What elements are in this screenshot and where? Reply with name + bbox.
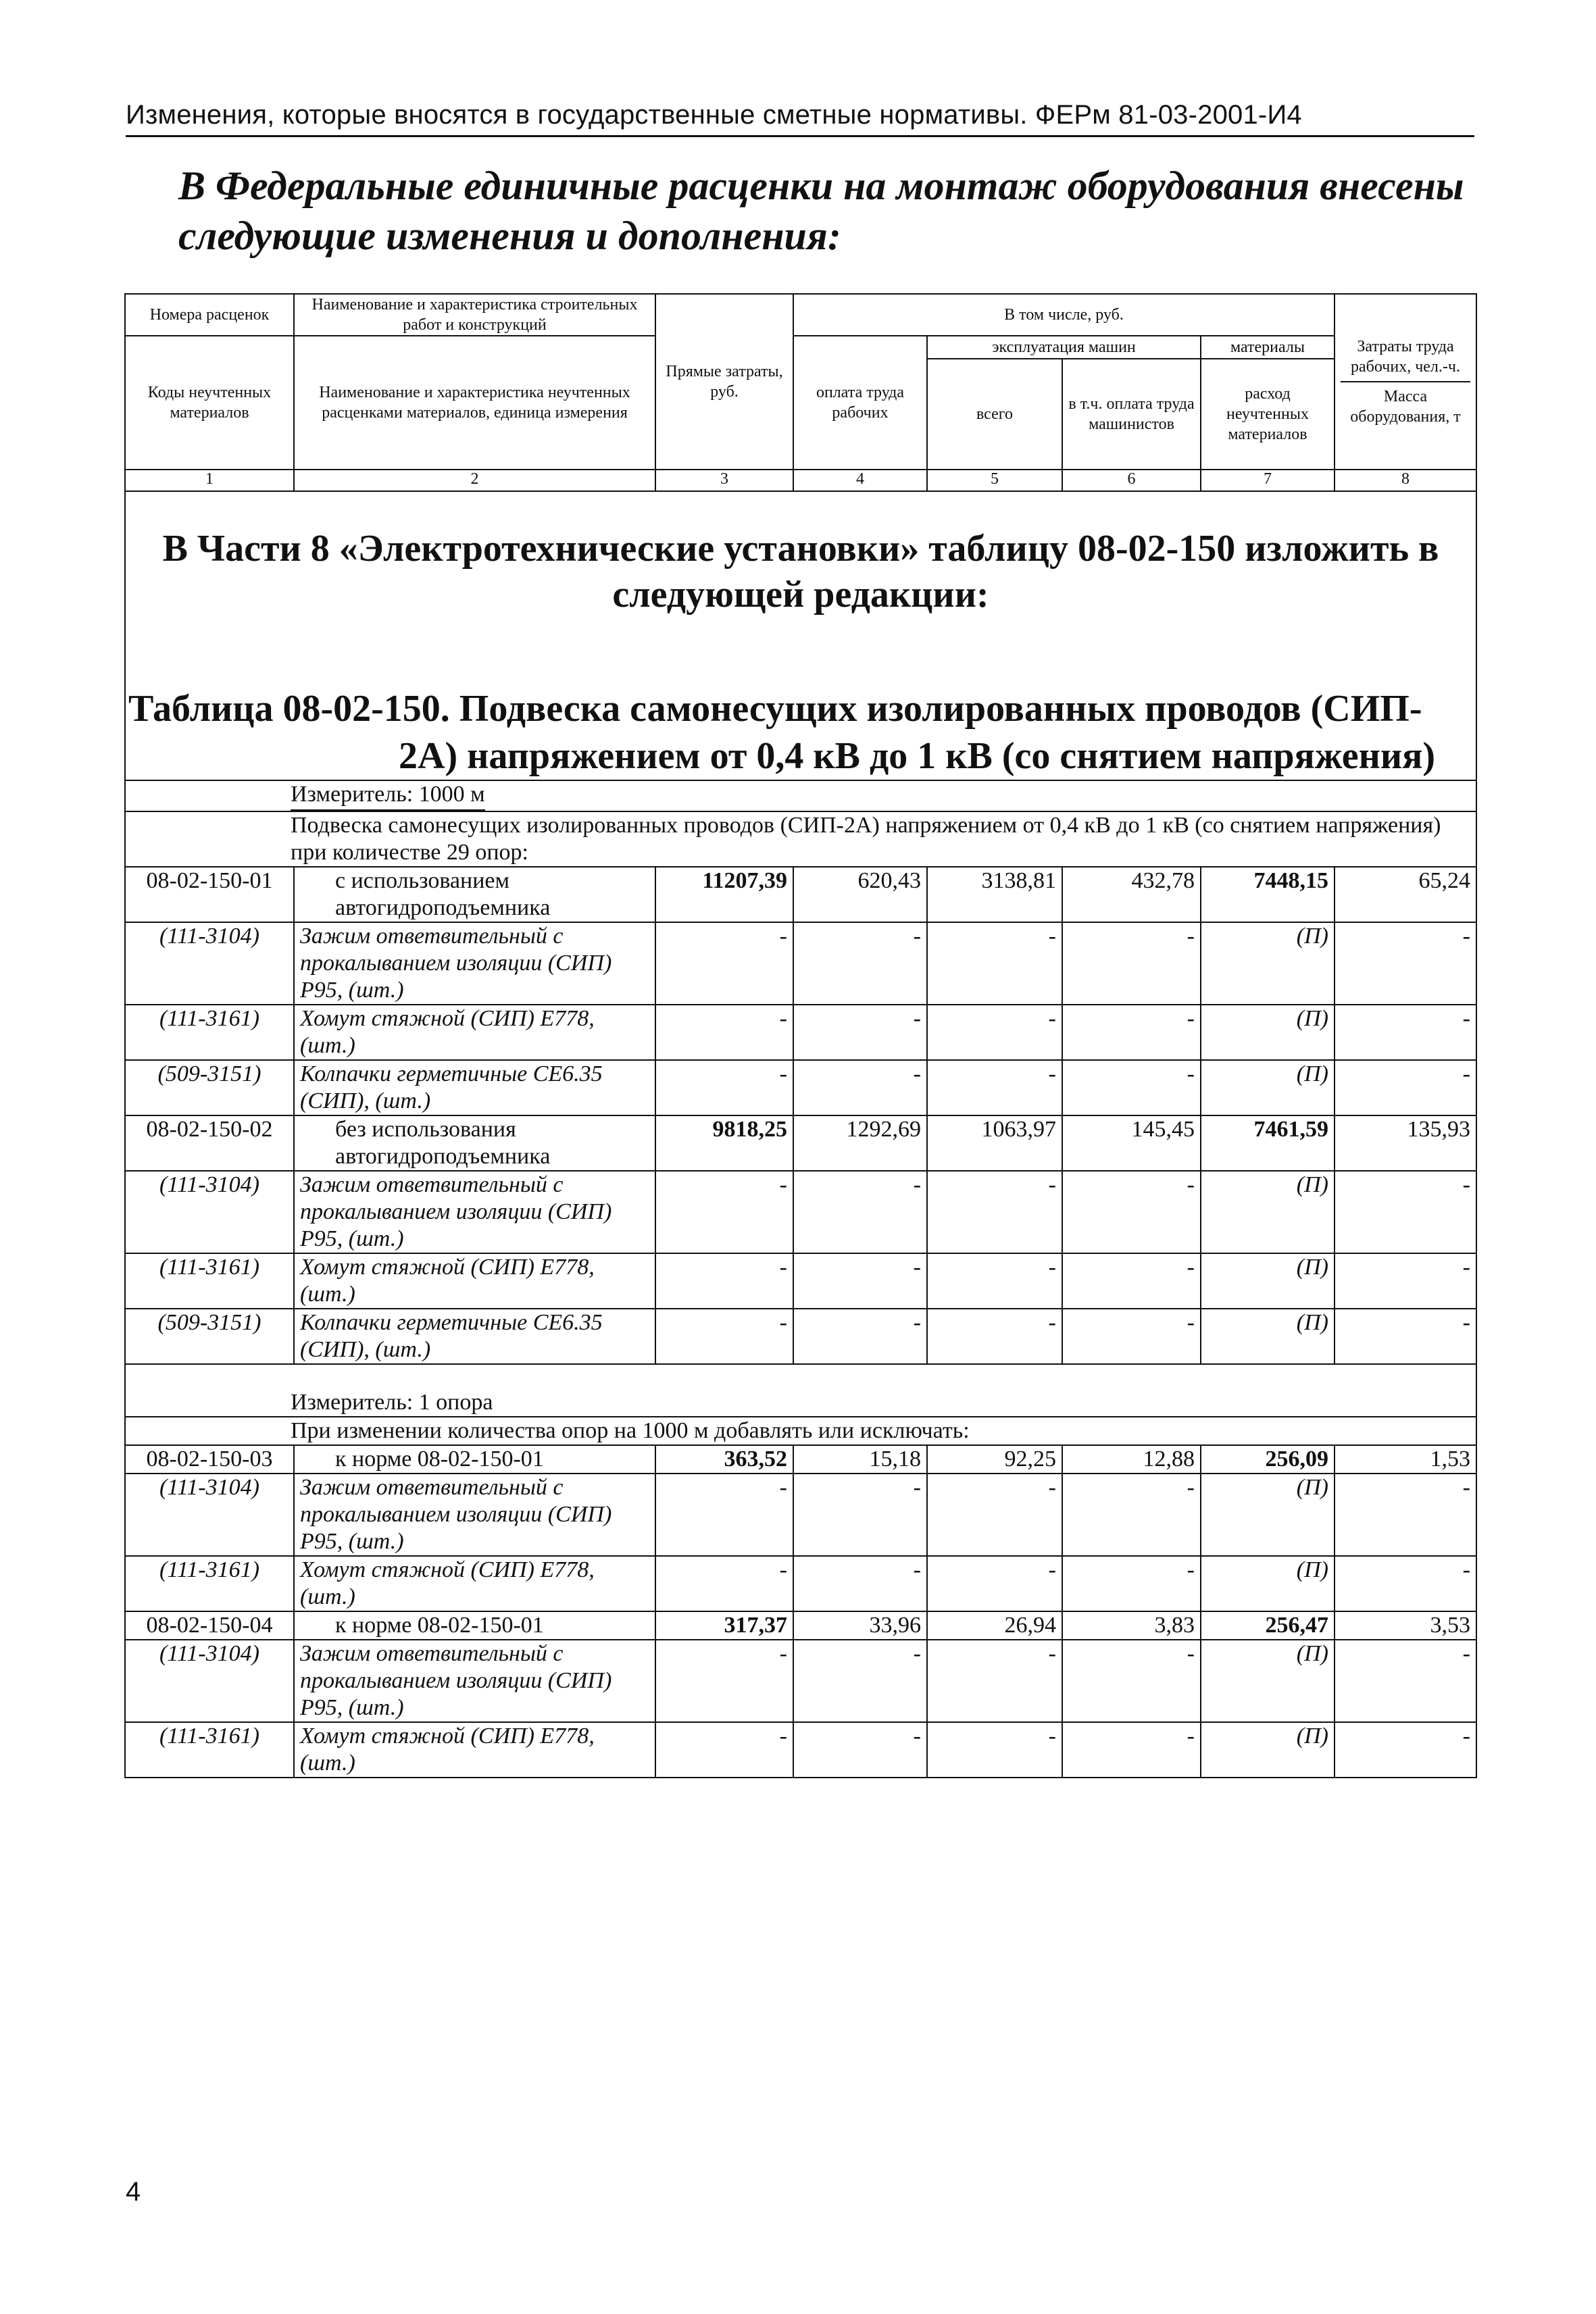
dash-cell: - [1062,1474,1201,1556]
dash-cell: - [655,1005,793,1060]
dash-cell: - [655,1171,793,1253]
worker-pay: 620,43 [793,867,927,922]
meter-1000m [125,780,1476,811]
material-row [125,1171,1476,1253]
column-number: 7 [1201,470,1335,491]
material-row [125,1309,1476,1364]
group-description-1: Подвеска самонесущих изолированных проводов (СИП-2А) напряжением от 0,4 кВ до 1 кВ (со снятием напряжения) при количестве 29 опор: [125,811,1476,867]
machines-total: 1063,97 [927,1115,1062,1171]
material-name: Колпачки герметичные СЕ6.35 (СИП), (шт.) [294,1309,655,1364]
labor-costs: 135,93 [1335,1115,1476,1171]
material-code: (111-3104) [125,922,294,1005]
column-numbers-row [125,470,1476,491]
dash-cell: - [927,1171,1062,1253]
dash-cell: - [1335,1722,1476,1778]
rate-code: 08-02-150-02 [125,1115,294,1171]
material-code: (111-3161) [125,1556,294,1611]
table-title [125,645,1476,780]
meter-1-support: Измеритель: 1 опора [125,1364,1476,1417]
meter-label: Измеритель: 1000 м [291,781,485,811]
material-name: Зажим ответвительный с прокалыванием изоляции (СИП) Р95, (шт.) [294,1171,655,1253]
rate-name: к норме 08-02-150-01 [294,1445,655,1474]
material-unit-mark: (П) [1201,1253,1335,1309]
material-unit-mark: (П) [1201,1474,1335,1556]
materials-cost: 7448,15 [1201,867,1335,922]
material-code: (111-3161) [125,1005,294,1060]
dash-cell: - [793,1722,927,1778]
head-direct-costs: Прямые затраты, руб. [655,294,793,470]
material-unit-mark: (П) [1201,1005,1335,1060]
dash-cell: - [793,1309,927,1364]
dash-cell: - [655,1556,793,1611]
header-rule [126,135,1474,137]
head-labor [1335,294,1476,470]
head-rates-numbers: Номера расценок [125,294,294,336]
material-name: Хомут стяжной (СИП) Е778, (шт.) [294,1556,655,1611]
material-code: (111-3104) [125,1640,294,1722]
worker-pay: 1292,69 [793,1115,927,1171]
head-labor-costs: Затраты труда рабочих, чел.-ч. [1351,338,1460,376]
materials-cost: 7461,59 [1201,1115,1335,1171]
rate-code: 08-02-150-01 [125,867,294,922]
column-number: 3 [655,470,793,491]
dash-cell: - [793,1171,927,1253]
machines-total: 3138,81 [927,867,1062,922]
material-unit-mark: (П) [1201,1060,1335,1115]
material-row [125,1556,1476,1611]
dash-cell: - [1062,1556,1201,1611]
material-name: Зажим ответвительный с прокалыванием изоляции (СИП) Р95, (шт.) [294,1474,655,1556]
material-row [125,922,1476,1005]
material-name: Хомут стяжной (СИП) Е778, (шт.) [294,1253,655,1309]
material-row [125,1005,1476,1060]
column-number: 4 [793,470,927,491]
dash-cell: - [1335,1640,1476,1722]
head-total: всего [927,359,1062,470]
dash-cell: - [1062,1722,1201,1778]
head-work-name: Наименование и характеристика строительных работ и конструкций [294,294,655,336]
material-code: (111-3161) [125,1722,294,1778]
dash-cell: - [793,1474,927,1556]
operator-pay: 145,45 [1062,1115,1201,1171]
material-unit-mark: (П) [1201,1640,1335,1722]
table-row [125,1611,1476,1640]
material-row [125,1474,1476,1556]
dash-cell: - [1062,922,1201,1005]
rate-name: к норме 08-02-150-01 [294,1611,655,1640]
dash-cell: - [793,922,927,1005]
rate-name: без использования автогидроподъемника [294,1115,655,1171]
material-name: Хомут стяжной (СИП) Е778, (шт.) [294,1005,655,1060]
dash-cell: - [1335,1060,1476,1115]
table-row [125,1115,1476,1171]
head-including: В том числе, руб. [793,294,1335,336]
labor-costs: 65,24 [1335,867,1476,922]
material-unit-mark: (П) [1201,1171,1335,1253]
rate-code: 08-02-150-04 [125,1611,294,1640]
table-row [125,867,1476,922]
dash-cell: - [655,1640,793,1722]
table-title-line1: Таблица 08-02-150. Подвеска самонесущих изолированных проводов (СИП- [128,688,1422,730]
dash-cell: - [1062,1060,1201,1115]
material-code: (111-3104) [125,1474,294,1556]
direct-costs: 11207,39 [655,867,793,922]
rate-code: 08-02-150-03 [125,1445,294,1474]
worker-pay: 15,18 [793,1445,927,1474]
dash-cell: - [927,1556,1062,1611]
group-description-2: При изменении количества опор на 1000 м добавлять или исключать: [125,1417,1476,1445]
material-code: (111-3161) [125,1253,294,1309]
material-name: Зажим ответвительный с прокалыванием изоляции (СИП) Р95, (шт.) [294,1640,655,1722]
head-operator-pay: в т.ч. оплата труда машинистов [1062,359,1201,470]
dash-cell: - [927,1722,1062,1778]
machines-total: 26,94 [927,1611,1062,1640]
material-code: (509-3151) [125,1309,294,1364]
dash-cell: - [1335,1556,1476,1611]
column-number: 8 [1335,470,1476,491]
dash-cell: - [1335,1309,1476,1364]
page-number: 4 [126,2177,141,2207]
rates-table [124,293,1477,1778]
column-number: 6 [1062,470,1201,491]
dash-cell: - [655,1060,793,1115]
operator-pay: 3,83 [1062,1611,1201,1640]
table-title-line2: 2А) напряжением от 0,4 кВ до 1 кВ (со снятием напряжения) [399,735,1436,777]
intro-heading: В Федеральные единичные расценки на монтаж оборудования внесены следующие изменения и дополнения: [178,164,1464,258]
material-unit-mark: (П) [1201,922,1335,1005]
dash-cell: - [655,1474,793,1556]
material-name: Хомут стяжной (СИП) Е778, (шт.) [294,1722,655,1778]
dash-cell: - [1335,1171,1476,1253]
material-unit-mark: (П) [1201,1309,1335,1364]
material-row [125,1253,1476,1309]
head-material-codes: Коды неучтенных материалов [125,336,294,470]
dash-cell: - [1062,1253,1201,1309]
dash-cell: - [655,1722,793,1778]
dash-cell: - [793,1060,927,1115]
column-number: 1 [125,470,294,491]
dash-cell: - [1335,1253,1476,1309]
direct-costs: 9818,25 [655,1115,793,1171]
operator-pay: 432,78 [1062,867,1201,922]
direct-costs: 363,52 [655,1445,793,1474]
dash-cell: - [655,1309,793,1364]
dash-cell: - [927,922,1062,1005]
section-title: В Части 8 «Электротехнические установки» таблицу 08-02-150 изложить в следующей редакции: [125,491,1476,645]
material-row [125,1640,1476,1722]
running-header: Изменения, которые вносятся в государственные сметные нормативы. ФЕРм 81-03-2001-И4 [126,100,1302,130]
worker-pay: 33,96 [793,1611,927,1640]
dash-cell: - [655,1253,793,1309]
column-number: 2 [294,470,655,491]
column-number: 5 [927,470,1062,491]
dash-cell: - [927,1309,1062,1364]
dash-cell: - [655,922,793,1005]
head-worker-pay: оплата труда рабочих [793,336,927,470]
dash-cell: - [1062,1171,1201,1253]
dash-cell: - [1335,1474,1476,1556]
labor-costs: 3,53 [1335,1611,1476,1640]
dash-cell: - [1335,922,1476,1005]
material-unit-mark: (П) [1201,1556,1335,1611]
dash-cell: - [927,1640,1062,1722]
direct-costs: 317,37 [655,1611,793,1640]
dash-cell: - [1062,1309,1201,1364]
table-row [125,1445,1476,1474]
material-unit-mark: (П) [1201,1722,1335,1778]
materials-cost: 256,47 [1201,1611,1335,1640]
dash-cell: - [1335,1005,1476,1060]
operator-pay: 12,88 [1062,1445,1201,1474]
material-row [125,1722,1476,1778]
machines-total: 92,25 [927,1445,1062,1474]
head-materials: материалы [1201,336,1335,359]
dash-cell: - [927,1005,1062,1060]
dash-cell: - [927,1060,1062,1115]
head-equipment-mass: Масса оборудования, т [1350,388,1461,426]
dash-cell: - [793,1556,927,1611]
dash-cell: - [1062,1005,1201,1060]
head-material-name: Наименование и характеристика неучтенных расценками материалов, единица измерения [294,336,655,470]
material-name: Зажим ответвительный с прокалыванием изоляции (СИП) Р95, (шт.) [294,922,655,1005]
rate-name: с использованием автогидроподъемника [294,867,655,922]
dash-cell: - [1062,1640,1201,1722]
material-code: (509-3151) [125,1060,294,1115]
material-row [125,1060,1476,1115]
dash-cell: - [793,1253,927,1309]
head-material-consumption: расход неучтенных материалов [1201,359,1335,470]
dash-cell: - [927,1253,1062,1309]
head-machines: эксплуатация машин [927,336,1201,359]
labor-costs: 1,53 [1335,1445,1476,1474]
dash-cell: - [793,1005,927,1060]
dash-cell: - [793,1640,927,1722]
dash-cell: - [927,1474,1062,1556]
material-name: Колпачки герметичные СЕ6.35 (СИП), (шт.) [294,1060,655,1115]
material-code: (111-3104) [125,1171,294,1253]
materials-cost: 256,09 [1201,1445,1335,1474]
